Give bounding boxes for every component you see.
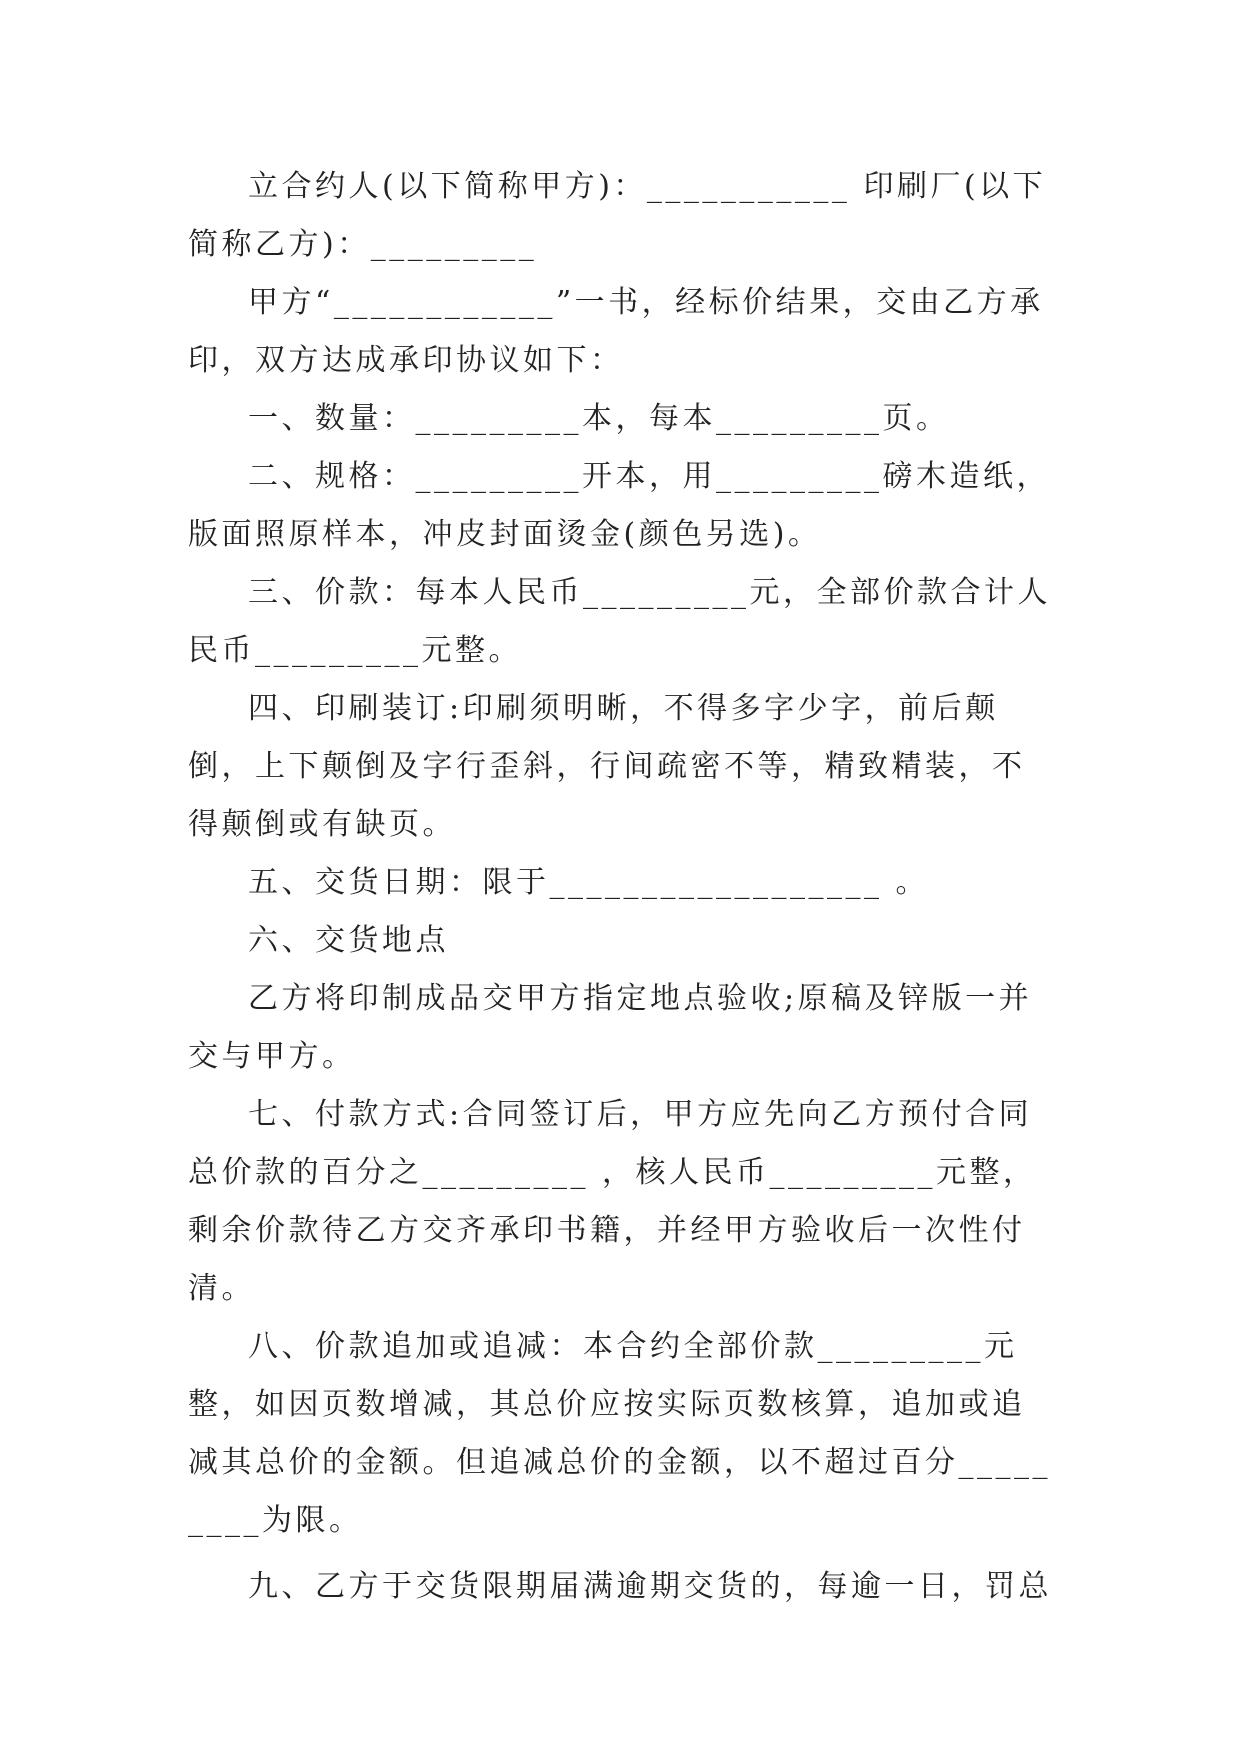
clause-9-late-delivery: 九、乙方于交货限期届满逾期交货的，每逾一日，罚总 (248, 1569, 1052, 1604)
contract-body (188, 158, 1054, 1616)
contract-parties: 立合约人(以下简称甲方)：___________ 印刷厂(以下简称乙方)：_________ (188, 169, 1047, 262)
clause-7-payment: 七、付款方式:合同签订后，甲方应先向乙方预付合同总价款的百分之_________ ，核人民币_________元整，剩余价款待乙方交齐承印书籍，并经甲方验收后一次性付清。 (188, 1097, 1037, 1306)
contract-intro: 甲方“____________”一书，经标价结果，交由乙方承印，双方达成承印协议如下： (188, 285, 1044, 378)
clause-6-delivery-place: 六、交货地点 (248, 923, 449, 958)
clause-5-delivery-date: 五、交货日期：限于__________________ 。 (248, 865, 930, 900)
clause-2-specification: 二、规格：_________开本，用_________磅木造纸，版面照原样本，冲皮封面烫金(颜色另选)。 (188, 459, 1050, 552)
clause-3-price: 三、价款：每本人民币_________元，全部价款合计人民币_________元整。 (188, 575, 1051, 668)
clause-8-price-adjustment: 八、价款追加或追减：本合约全部价款_________元整，如因页数增减，其总价应按实际页数核算，追加或追减其总价的金额。但追减总价的金额，以不超过百分_________为限。 (188, 1329, 1051, 1538)
clause-1-quantity: 一、数量：_________本，每本_________页。 (248, 401, 950, 436)
clause-4-printing-binding: 四、印刷装订:印刷须明晰，不得多字少字，前后颠倒，上下颠倒及字行歪斜，行间疏密不等，精致精装，不得颠倒或有缺页。 (188, 691, 1026, 842)
clause-6-delivery-place-detail: 乙方将印制成品交甲方指定地点验收;原稿及锌版一并交与甲方。 (188, 981, 1033, 1074)
